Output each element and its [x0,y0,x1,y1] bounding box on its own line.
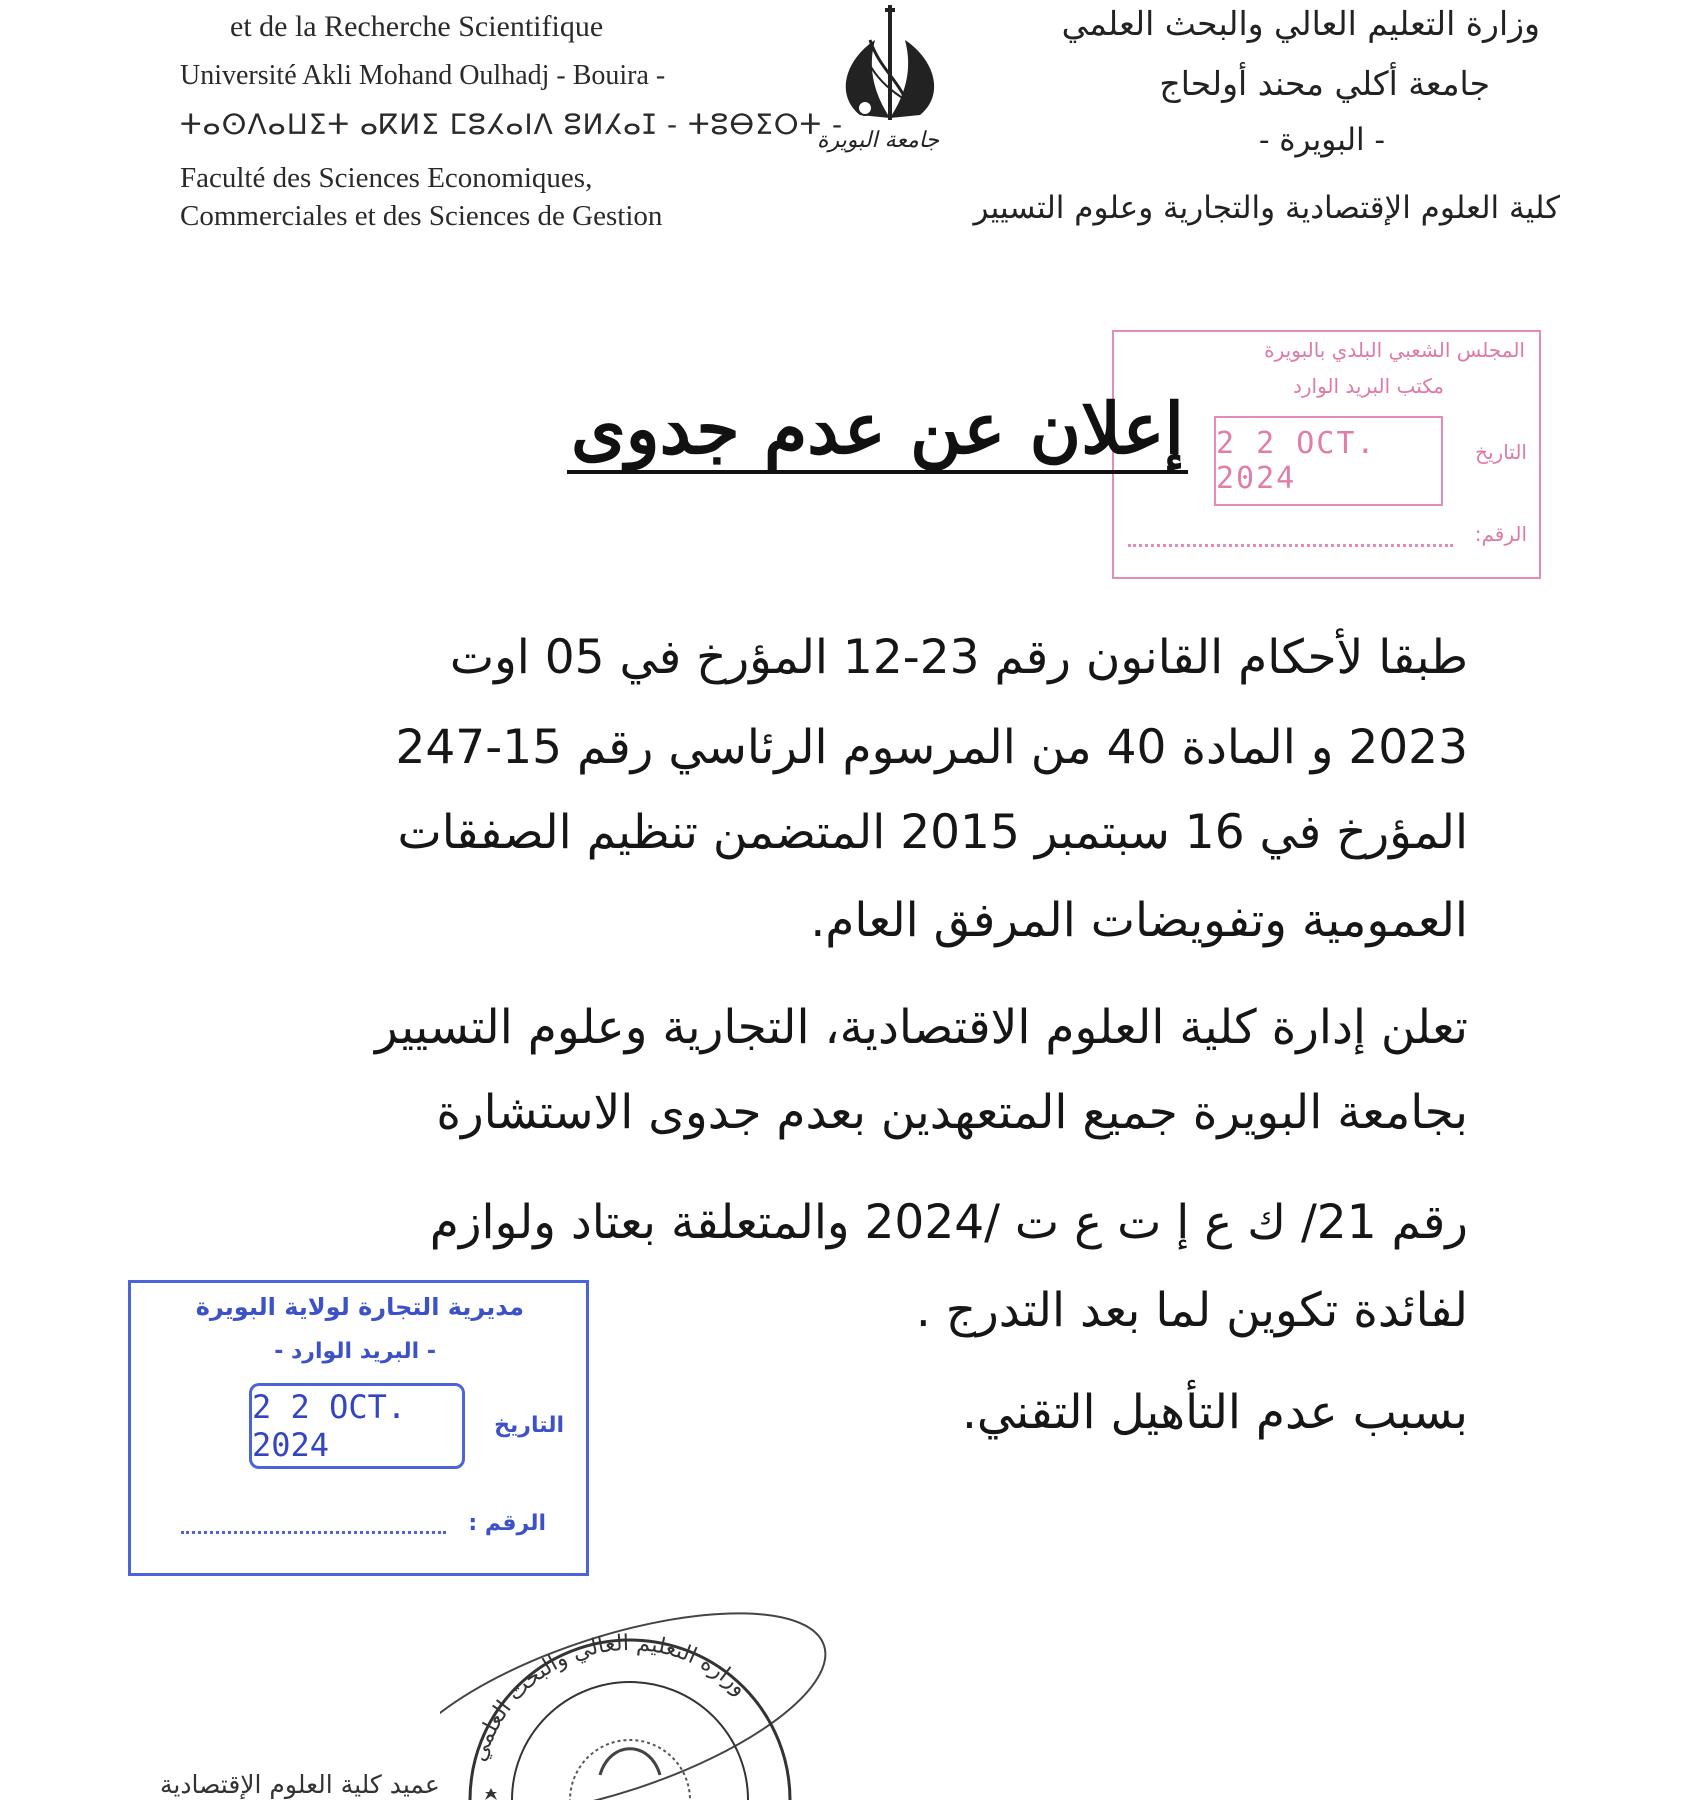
header-ar-ministry: وزارة التعليم العالي والبحث العلمي [1061,4,1540,43]
header-fr-faculty-line1: Faculté des Sciences Economiques, [180,162,593,194]
reception-stamp-commerce [128,1280,589,1576]
body-p1-line3: المؤرخ في 16 سبتمبر 2015 المتضمن تنظيم الصفقات [397,805,1468,860]
seal-outer-text: وزارة التعليم العالي والبحث العلمي [466,1630,752,1765]
stamp-pink-date-label: التاريخ [1475,440,1527,464]
stamp-pink-number-label: الرقم: [1474,522,1527,546]
body-p1-line1: طبقا لأحكام القانون رقم 23-12 المؤرخ في 05 اوت [449,630,1468,685]
body-p1-line2: 2023 و المادة 40 من المرسوم الرئاسي رقم 15-247 [395,720,1468,775]
stamp-blue-number-label: الرقم : [468,1511,546,1536]
header-fr-faculty-line2: Commerciales et des Sciences de Gestion [180,200,663,232]
header-ar-university: جامعة أكلي محند أولحاج [1159,64,1490,103]
body-p1-line4: العمومية وتفويضات المرفق العام. [810,893,1468,948]
body-p2-line2: بجامعة البويرة جميع المتعهدين بعدم جدوى الاستشارة [436,1085,1468,1140]
stamp-blue-date: 2 2 OCT. 2024 [249,1383,465,1469]
stamp-blue-number-line [181,1531,446,1534]
body-p3-line1: رقم 21/ ك ع إ ت ع ت /2024 والمتعلقة بعتاد ولوازم [429,1195,1468,1250]
stamp-blue-date-label: التاريخ [494,1413,564,1438]
body-p2-line1: تعلن إدارة كلية العلوم الاقتصادية، التجارية وعلوم التسيير [375,1000,1468,1055]
body-p3-line2: لفائدة تكوين لما بعد التدرج . [915,1283,1468,1338]
header-ar-faculty: كلية العلوم الإقتصادية والتجارية وعلوم التسيير [973,190,1560,226]
stamp-blue-line1: مديرية التجارة لولاية البويرة [195,1293,524,1321]
header-ar-city: - البويرة - [1258,122,1385,158]
header-tifinagh-university: ⵜⴰⵙⴷⴰⵡⵉⵜ ⴰⴽⵍⵉ ⵎⵓⵃⴰⵏⴷ ⵓⵍⵃⴰⵊ - ⵜⵓⴱⵉⵔⵜ - [180,108,844,141]
document-title: إعلان عن عدم جدوى [567,392,1188,474]
official-seal [440,1600,840,1800]
stamp-blue-line2: - البريد الوارد - [274,1339,436,1364]
stamp-pink-line2: مكتب البريد الوارد [1292,374,1444,398]
logo-caption: جامعة البويرة [817,128,940,153]
header-fr-university: Université Akli Mohand Oulhadj - Bouira - [180,60,666,91]
stamp-pink-number-line [1128,544,1453,547]
signature-block-text: عميد كلية العلوم الإقتصادية [160,1770,440,1799]
header-fr-ministry-line2: et de la Recherche Scientifique [230,10,604,43]
stamp-pink-date: 2 2 OCT. 2024 [1214,416,1443,506]
official-seal-icon [440,1600,840,1800]
stamp-pink-line1: المجلس الشعبي البلدي بالبويرة [1264,338,1525,362]
university-logo [805,0,975,170]
body-p4-line1: بسبب عدم التأهيل التقني. [961,1385,1468,1440]
